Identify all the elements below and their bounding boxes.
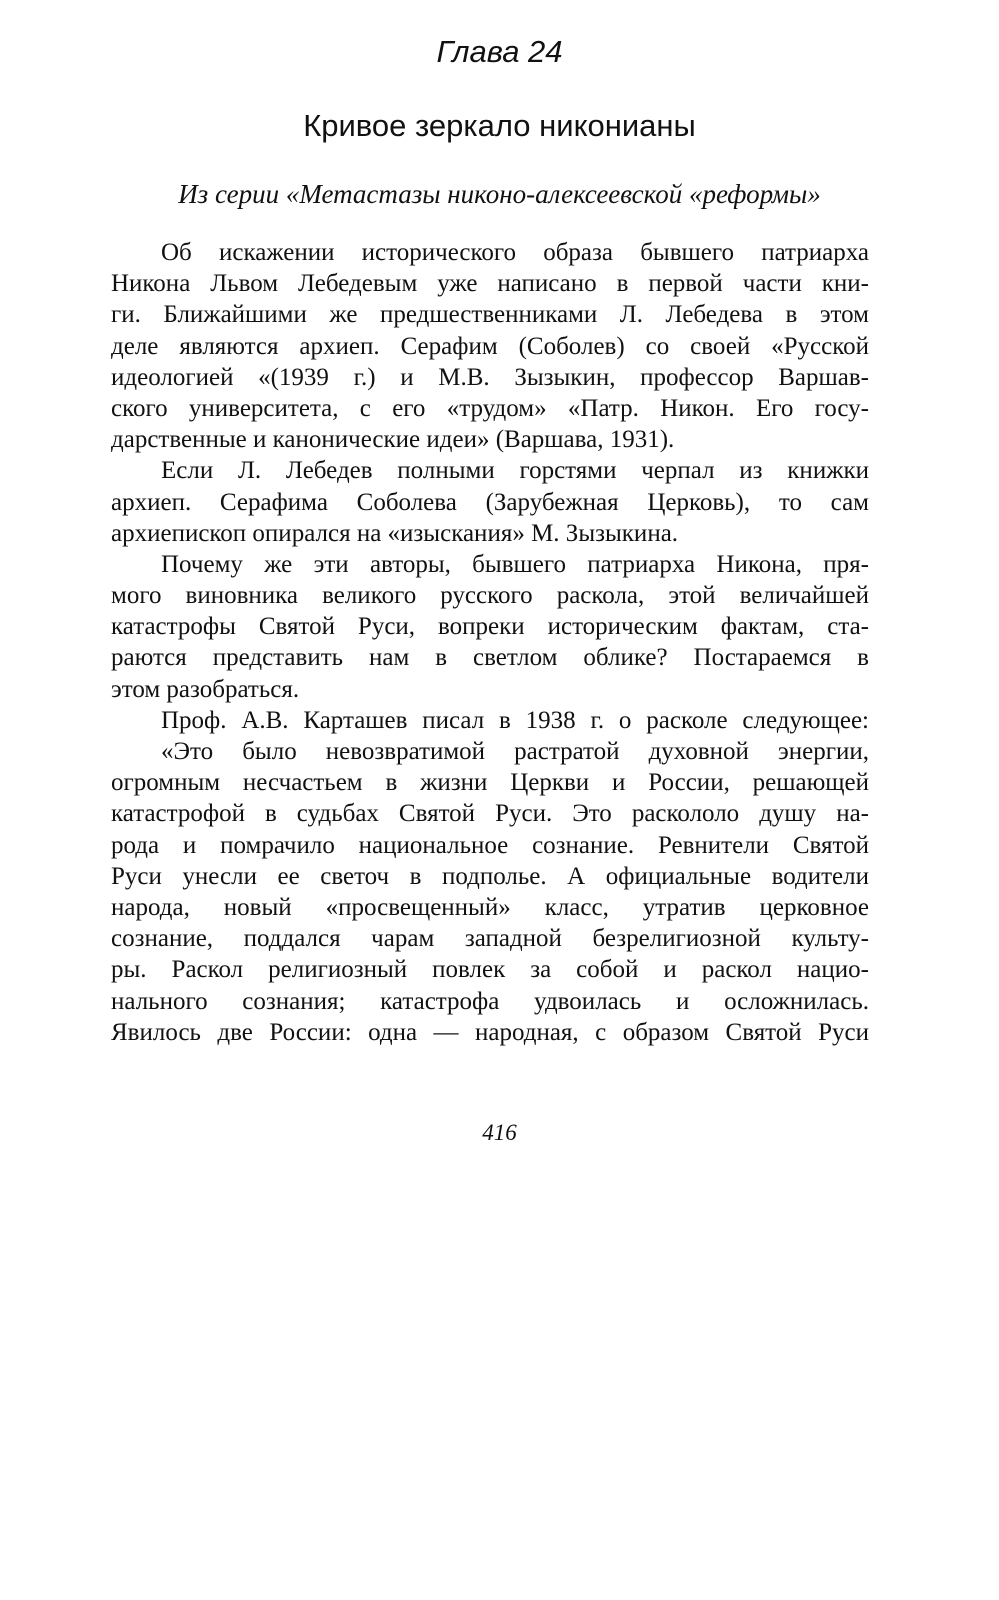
chapter-subtitle: Из серии «Метастазы никоно-алексеевской «реформы» [178,179,821,209]
text-line: мого виновника великого русского раскола, этой величайшей [111,582,869,610]
text-line: народа, новый «просвещенный» класс, утратив церковное [111,893,869,921]
text-line: Если Л. Лебедев полными горстями черпал из книжки [161,457,869,485]
text-line: архиепископ опирался на «изыскания» М. Зызыкина. [111,519,679,547]
chapter-heading: Глава 24 [436,34,563,69]
body-text [111,237,869,1048]
text-line: Руси унесли ее светоч в подполье. А официальные водители [111,862,869,890]
text-line: Об искажении исторического образа бывшего патриарха [161,239,869,266]
text-line: архиеп. Серафима Соболева (Зарубежная Церковь), то сам [111,488,869,516]
text-line: нального сознания; катастрофа удвоилась и осложнилась. [111,987,869,1015]
text-line: сознание, поддался чарам западной безрелигиозной культу- [111,925,869,953]
text-line: Проф. А.В. Карташев писал в 1938 г. о расколе следующее: [161,706,869,734]
text-line: огромным несчастьем в жизни Церкви и России, решающей [111,769,869,797]
text-line: ры. Раскол религиозный повлек за собой и раскол нацио- [111,956,869,984]
text-line: рода и помрачило национальное сознание. Ревнители Святой [111,831,869,859]
text-line: этом разобраться. [111,675,300,703]
text-line: ги. Ближайшими же предшественниками Л. Лебедева в этом [111,301,869,329]
text-line: Явилось две России: одна — народная, с образом Святой Руси [111,1018,869,1046]
text-line: раются представить нам в светлом облике? Постараемся в [111,644,869,672]
text-line: Почему же эти авторы, бывшего патриарха Никона, пря- [161,550,869,578]
text-line: катастрофой в судьбах Святой Руси. Это раскололо душу на- [111,800,869,828]
text-line: Никона Львом Лебедевым уже написано в первой части кни- [111,270,869,298]
text-line: деле являются архиеп. Серафим (Соболев) со своей «Русской [111,332,869,360]
text-line: катастрофы Святой Руси, вопреки историческим фактам, ста- [111,613,869,641]
text-line: «Это было невозвратимой растратой духовной энергии, [161,738,869,765]
text-line: ского университета, с его «трудом» «Патр. Никон. Его госу- [111,394,869,422]
chapter-title: Кривое зеркало никонианы [303,108,696,143]
text-line: идеологией «(1939 г.) и М.В. Зызыкин, профессор Варшав- [111,363,869,391]
page-number: 416 [482,1120,517,1145]
text-line: дарственные и канонические идеи» (Варшава, 1931). [111,426,675,454]
